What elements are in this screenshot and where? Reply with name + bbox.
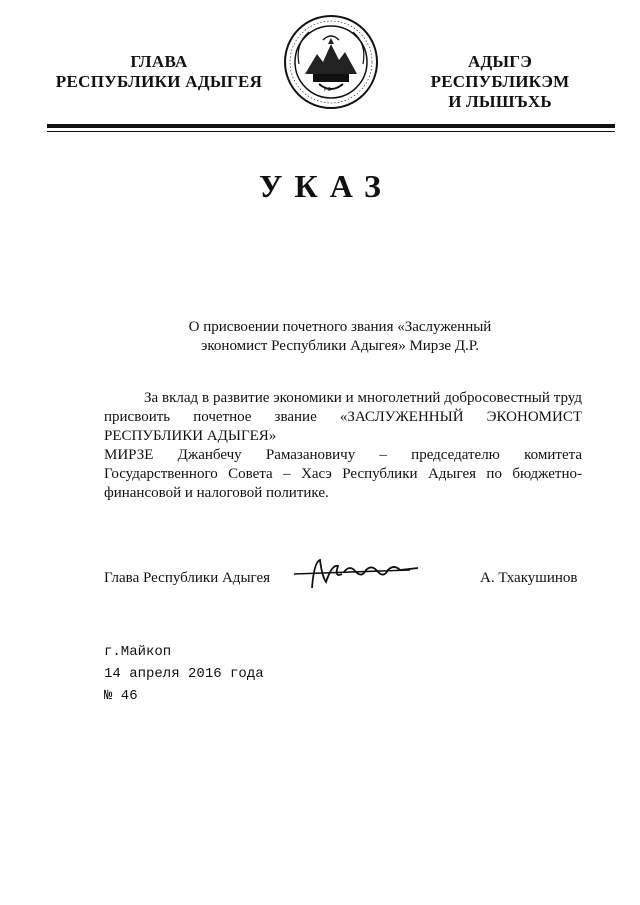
handwritten-signature-icon xyxy=(292,552,424,592)
body-paragraph-2: МИРЗЕ Джанбечу Рамазановичу – председателю комитета Государственного Совета – Хасэ Республики Адыгея по бюджетно-финансовой и налоговой политике. xyxy=(104,447,582,501)
header-right-line2: И ЛЫШЪХЬ xyxy=(448,92,552,111)
coat-of-arms-icon xyxy=(283,14,379,110)
header-right xyxy=(398,52,602,112)
header-right-line1: АДЫГЭ РЕСПУБЛИКЭМ xyxy=(430,52,570,91)
subject-line2: экономист Республики Адыгея» Мирзе Д.Р. xyxy=(200,338,480,354)
footer-number: № 46 xyxy=(104,688,138,704)
header-left-line2: РЕСПУБЛИКИ АДЫГЕЯ xyxy=(55,72,263,91)
decree-footer xyxy=(104,641,264,707)
subject-line1: О присвоении почетного звания «Заслуженный xyxy=(188,319,492,335)
header-left xyxy=(52,52,266,92)
decree-body xyxy=(104,389,582,503)
header-divider-thick xyxy=(47,124,615,128)
svg-text:РФ: РФ xyxy=(324,87,332,93)
footer-date: 14 апреля 2016 года xyxy=(104,666,264,682)
signatory-role: Глава Республики Адыгея xyxy=(104,570,271,586)
document-title: УКАЗ xyxy=(259,168,393,204)
header-divider-thin xyxy=(47,131,615,132)
signatory-name: А. Тхакушинов xyxy=(480,570,578,586)
footer-city: г.Майкоп xyxy=(104,644,172,660)
decree-subject xyxy=(150,318,530,356)
body-paragraph-1: За вклад в развитие экономики и многолетний добросовестный труд присвоить почетное звание «ЗАСЛУЖЕННЫЙ ЭКОНОМИСТ РЕСПУБЛИКИ АДЫГЕЯ» xyxy=(104,390,582,444)
header-left-line1: ГЛАВА xyxy=(130,52,188,71)
